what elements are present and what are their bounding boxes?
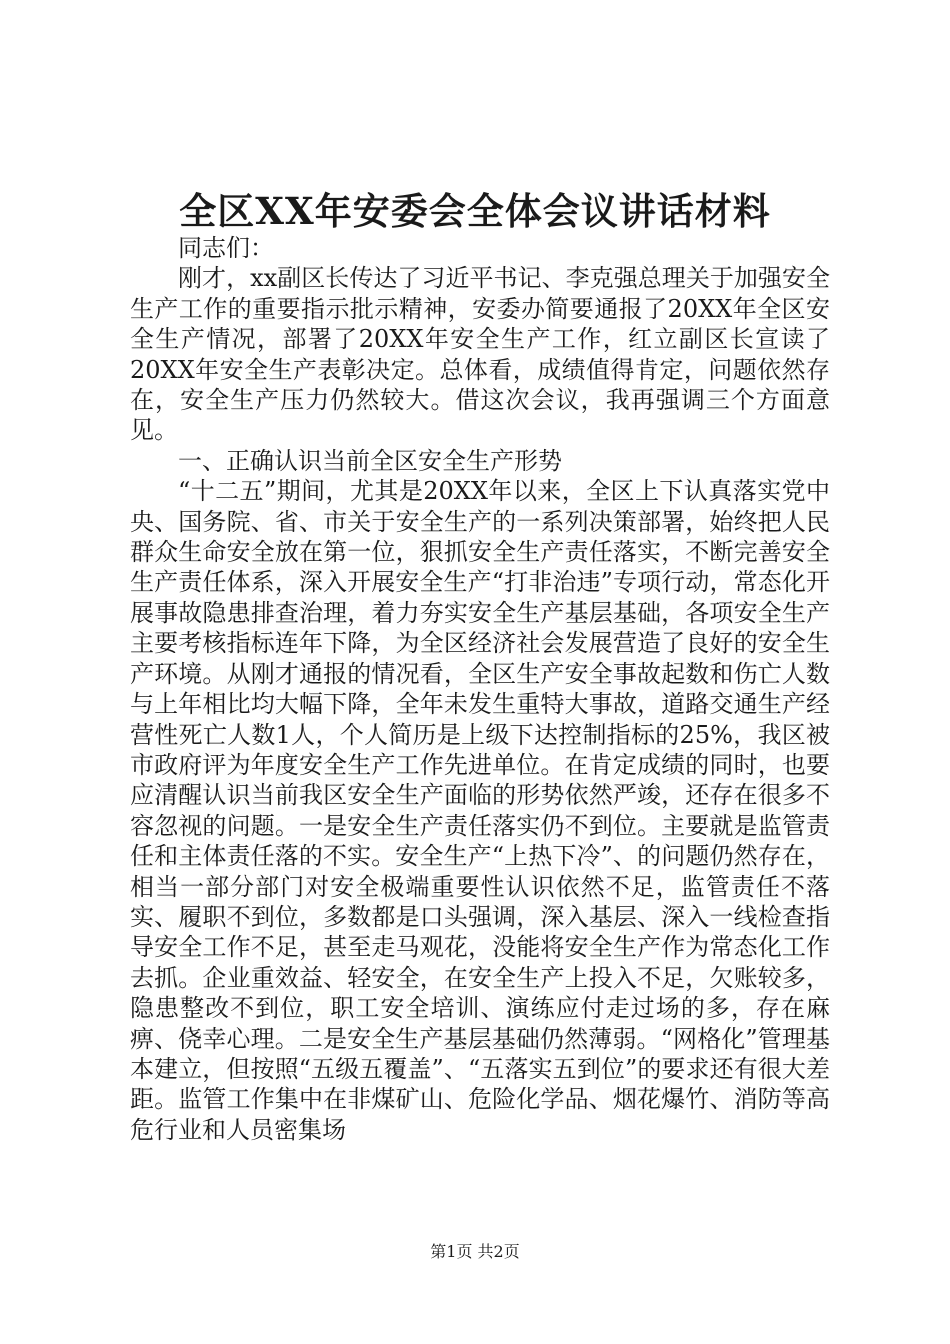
page-footer: 第1页 共2页	[430, 1242, 520, 1261]
intro-paragraph: 刚才，xx副区长传达了习近平书记、李克强总理关于加强安全生产工作的重要指示批示精神，安委办简要通报了20XX年全区安全生产情况，部署了20XX年安全生产工作，红立副区长宣读了20XX年安全生产表彰决定。总体看，成绩值得肯定，问题依然存在，安全生产压力仍然较大。借这次会议，我再强调三个方面意见。	[130, 264, 830, 445]
document-body	[130, 233, 830, 1145]
salutation: 同志们：	[178, 234, 274, 262]
document-title: 全区XX年安委会全体会议讲话材料	[179, 189, 771, 233]
body-paragraph: “十二五”期间，尤其是20XX年以来，全区上下认真落实党中央、国务院、省、市关于安全生产的一系列决策部署，始终把人民群众生命安全放在第一位，狠抓安全生产责任落实，不断完善安全生产责任体系，深入开展安全生产“打非治违”专项行动，常态化开展事故隐患排查治理，着力夯实安全生产基层基础，各项安全生产主要考核指标连年下降，为全区经济社会发展营造了良好的安全生产环境。从刚才通报的情况看，全区生产安全事故起数和伤亡人数与上年相比均大幅下降，全年未发生重特大事故，道路交通生产经营性死亡人数1人，个人简历是上级下达控制指标的25%，我区被市政府评为年度安全生产工作先进单位。在肯定成绩的同时，也要应清醒认识当前我区安全生产面临的形势依然严竣，还存在很多不容忽视的问题。一是安全生产责任落实仍不到位。主要就是监管责任和主体责任落的不实。安全生产“上热下冷”、的问题仍然存在，相当一部分部门对安全极端重要性认识依然不足，监管责任不落实、履职不到位，多数都是口头强调，深入基层、深入一线检查指导安全工作不足，甚至走马观花，没能将安全生产作为常态化工作去抓。企业重效益、轻安全，在安全生产上投入不足，欠账较多，隐患整改不到位，职工安全培训、演练应付走过场的多，存在麻痹、侥幸心理。二是安全生产基层基础仍然薄弱。“网格化”管理基本建立，但按照“五级五覆盖”、“五落实五到位”的要求还有很大差距。监管工作集中在非煤矿山、危险化学品、烟花爆竹、消防等高危行业和人员密集场	[130, 477, 830, 1144]
section-heading: 一、正确认识当前全区安全生产形势	[178, 446, 562, 475]
